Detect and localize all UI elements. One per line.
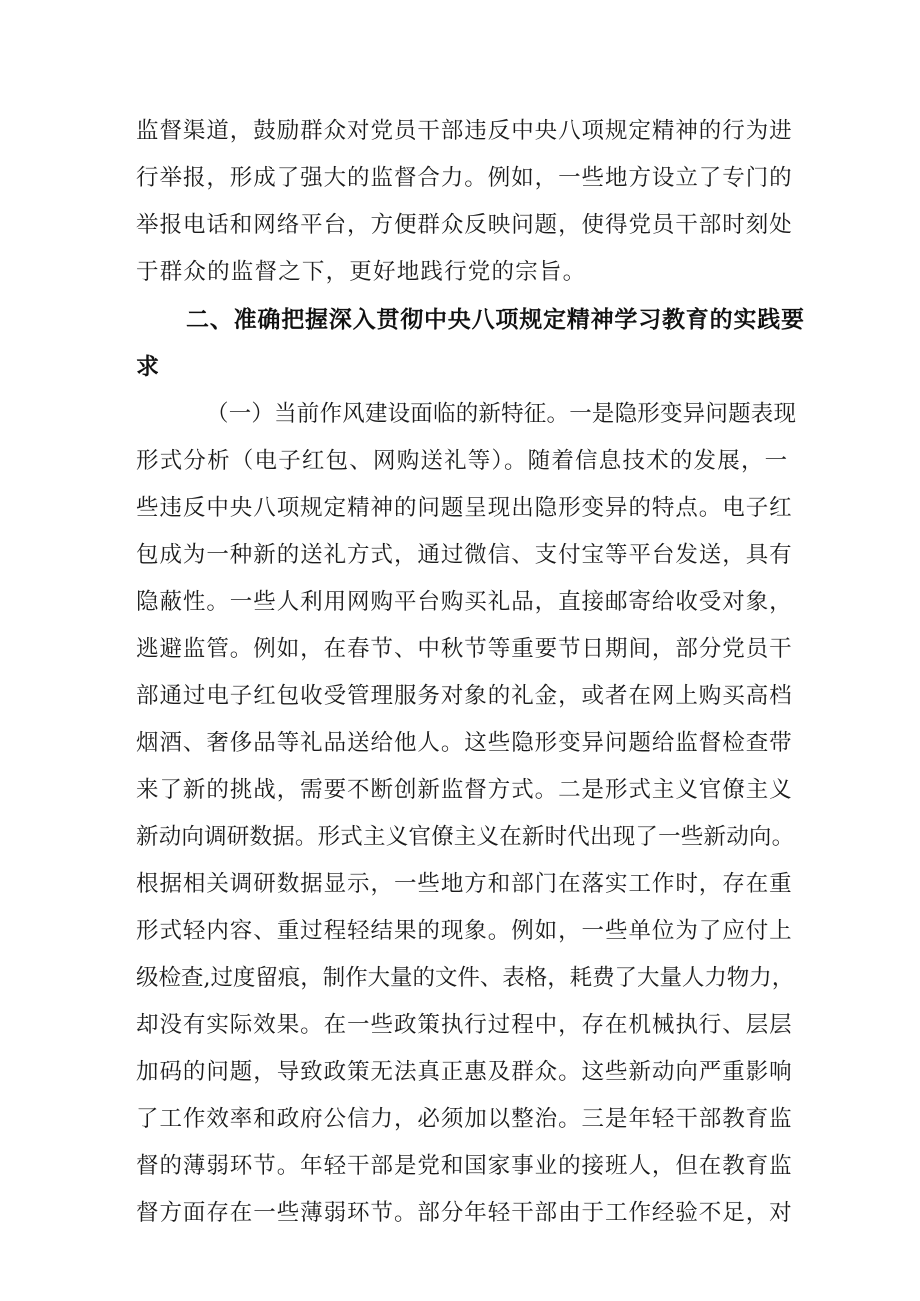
text-line: 督的薄弱环节。年轻干部是党和国家事业的接班人，但在教育监: [136, 1153, 793, 1179]
text-line: 烟酒、奢侈品等礼品送给他人。这些隐形变异问题给监督检查带: [136, 730, 793, 756]
text-line: 形式轻内容、重过程轻结果的现象。例如，一些单位为了应付上: [136, 918, 793, 944]
text-line: 部通过电子红包收受管理服务对象的礼金，或者在网上购买高档: [136, 683, 793, 709]
heading-line: 求: [136, 354, 160, 380]
heading-line: 二、准确把握深入贯彻中央八项规定精神学习教育的实践要: [186, 307, 805, 333]
text-line: 包成为一种新的送礼方式，通过微信、支付宝等平台发送，具有: [136, 542, 793, 568]
text-line: 却没有实际效果。在一些政策执行过程中，存在机械执行、层层: [136, 1012, 793, 1038]
text-line: 隐蔽性。一些人利用网购平台购买礼品，直接邮寄给收受对象，: [136, 589, 793, 615]
text-line: 级检查,过度留痕，制作大量的文件、表格，耗费了大量人力物力，: [136, 965, 795, 991]
text-line: 行举报，形成了强大的监督合力。例如，一些地方设立了专门的: [136, 165, 793, 191]
text-line: 形式分析（电子红包、网购送礼等）。随着信息技术的发展，一: [136, 448, 789, 474]
text-line: 监督渠道，鼓励群众对党员干部违反中央八项规定精神的行为进: [136, 118, 793, 144]
text-line: 加码的问题，导致政策无法真正惠及群众。这些新动向严重影响: [136, 1059, 793, 1085]
text-line: 来了新的挑战，需要不断创新监督方式。二是形式主义官僚主义: [136, 777, 793, 803]
text-line: 督方面存在一些薄弱环节。部分年轻干部由于工作经验不足，对: [136, 1200, 793, 1226]
text-line: 举报电话和网络平台，方便群众反映问题，使得党员干部时刻处: [136, 212, 793, 238]
text-line: 些违反中央八项规定精神的问题呈现出隐形变异的特点。电子红: [136, 495, 793, 521]
text-line: 了工作效率和政府公信力，必须加以整治。三是年轻干部教育监: [136, 1106, 793, 1132]
text-line: （一）当前作风建设面临的新特征。一是隐形变异问题表现: [206, 401, 797, 427]
text-line: 逃避监管。例如，在春节、中秋节等重要节日期间，部分党员干: [136, 636, 793, 662]
text-line: 于群众的监督之下，更好地践行党的宗旨。: [136, 259, 587, 285]
text-line: 根据相关调研数据显示，一些地方和部门在落实工作时，存在重: [136, 871, 793, 897]
text-line: 新动向调研数据。形式主义官僚主义在新时代出现了一些新动向。: [136, 824, 795, 850]
